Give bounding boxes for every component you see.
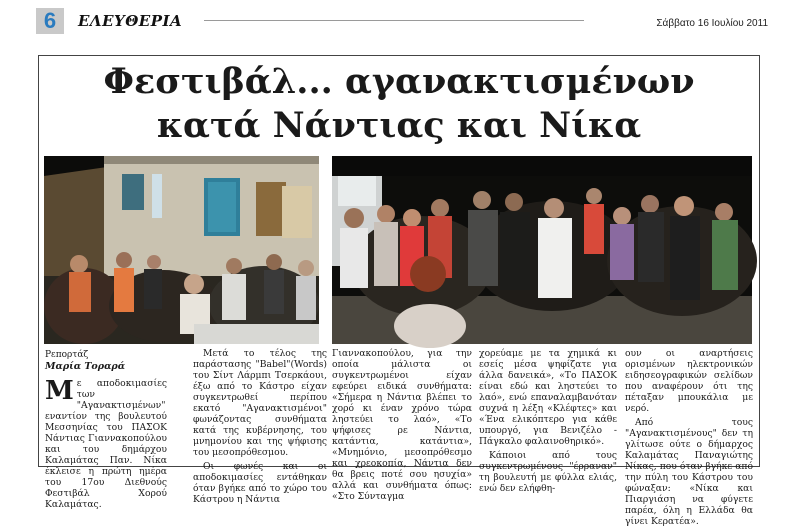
issue-date: Σάββατο 16 Ιουλίου 2011 bbox=[656, 18, 768, 29]
byline-label: Ρεπορτάζ bbox=[45, 350, 89, 360]
street-crowd-image bbox=[44, 156, 319, 344]
masthead-divider bbox=[204, 20, 584, 21]
article-body bbox=[45, 348, 755, 527]
article-headline bbox=[39, 60, 759, 148]
headline-line-1: Φεστιβάλ... αγανακτισμένων bbox=[103, 61, 695, 102]
photo-protest-crowd bbox=[332, 156, 752, 344]
paragraph: χορεύαμε με τα χημικά κι εσείς μέσα ψηφίζατε για άλλα δανεικά», «Το ΠΑΣΟΚ είναι εδώ και ληστεύει το λαό», ενώ επαναλαμβανόταν συχνά η λέξη «Κλέφτες» και «Ένα ελικόπτερο για κάθε υπουργό, για Βενιζέλο - Πάγκαλο φαλαινοθηρικό». bbox=[479, 348, 617, 447]
byline-author: Μαρία Τοραρά bbox=[45, 361, 126, 372]
headline-line-2: κατά Νάντιας και Νίκα bbox=[156, 105, 642, 146]
article-column-1 bbox=[45, 348, 167, 510]
lead-dropcap: Μ bbox=[45, 376, 74, 406]
paragraph: Μετά το τέλος της παράστασης "Babel"(Words) του Σίντ Λάρμπι Τσερκάουι, έξω από το Κάστρο είχαν συγκεντρωθεί περίπου εκατό "Αγανακτισμένοι" φωνάζοντας συνθήματα κατά της κυβέρνησης, του μνημονίου και της ψήφισης του μεσοπρόθεσμου. bbox=[193, 348, 327, 458]
paragraph: Από τους "Αγανακτισμένους" δεν τη γλίτωσε ούτε ο δήμαρχος Καλαμάτας Παναγιώτης Νίκας, που όταν βγήκε από την πύλη του Κάστρου του φώναξαν: «Νίκα και Πιαργιάση να φύγετε παρέα, όλη η Ελλάδα θα γίνει Κερατέα». bbox=[625, 417, 753, 527]
page-number-badge: 6 bbox=[36, 8, 64, 34]
article-column-2 bbox=[193, 348, 327, 508]
article-column-5 bbox=[625, 348, 753, 530]
paragraph: ουν οι αναρτήσεις ορισμένων ηλεκτρονικών ειδησεογραφικών σελίδων που αναφέρουν ότι της πέταξαν μπουκάλια με νερό. bbox=[625, 348, 753, 414]
photo-street-crowd bbox=[44, 156, 319, 344]
paragraph: Γιαννακοπούλου, για την οποία μάλιστα οι συγκεντρωμένοι είχαν εφεύρει ειδικά συνθήματα: «Σήμερα η Νάντια βλέπει το χορό κι έναν χρόνο τώρα ληστεύει το λαό», «Το ψήφισες ρε Νάντια, κατάντια, κατάντια», «Μνημόνιο, μεσοπρόθεσμο και χρεοκοπία, Νάντια δεν θα βρεις ποτέ σου ησυχία» αλλά και συνθήματα όπως: «Στο Σύνταγμα bbox=[332, 348, 472, 502]
protest-crowd-image bbox=[332, 156, 752, 344]
article-column-4 bbox=[479, 348, 617, 497]
newspaper-masthead: ΕΛΕΥΘΕΡΙΑ bbox=[78, 12, 183, 30]
lead-paragraph: ε αποδοκιμασίες των "Αγανακτισμένων" εναντίον της βουλευτού Μεσσηνίας του ΠΑΣΟΚ Νάντιας Γιαννακοπούλου και του δημάρχου Καλαμάτας Παν. Νίκα έκλεισε η πρώτη ημέρα του 17ου Διεθνούς Φεστιβάλ Χορού Καλαμάτας. bbox=[45, 378, 167, 510]
page-header bbox=[34, 6, 774, 36]
article-column-3 bbox=[332, 348, 472, 505]
paragraph: Κάποιοι από τους συγκεντρωμένους "έρραναν" τη βουλευτή με φύλλα ελιάς, ενώ δεν ελήφθη- bbox=[479, 450, 617, 494]
article-frame bbox=[38, 55, 760, 527]
paragraph: Οι φωνές και οι αποδοκιμασίες εντάθηκαν όταν βγήκε από το χώρο του Κάστρου η Νάντια bbox=[193, 461, 327, 505]
